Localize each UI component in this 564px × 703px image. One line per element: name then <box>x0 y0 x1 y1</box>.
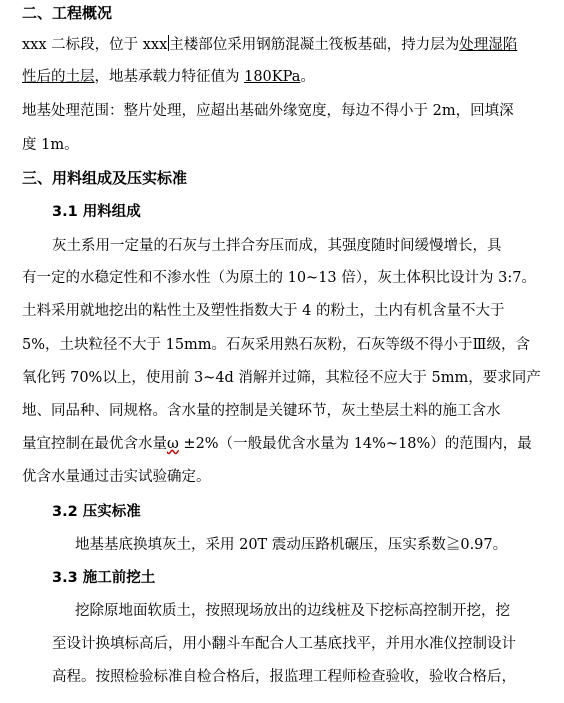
paragraph-line: 有一定的水稳定性和不渗水性（为原土的 10~13 倍），灰土体积比设计为 3:7。 <box>22 270 536 286</box>
paragraph-line: 优含水量通过击实试验确定。 <box>22 469 211 485</box>
underlined-text: 性后的土层 <box>22 69 95 85</box>
underlined-text: 处理湿陷 <box>459 37 518 53</box>
text-run: ，地基承载力特征值为 <box>94 69 245 85</box>
paragraph-line: 土料采用就地挖出的粘性土及塑性指数大于 4 的粉土，土内有机含量不大于 <box>22 303 505 319</box>
text-run: 。 <box>300 69 315 85</box>
paragraph-line <box>22 434 532 454</box>
text-run: 量宜控制在最优含水量 <box>22 436 167 452</box>
omega-symbol: ω <box>167 436 179 452</box>
section-2-heading: 二、工程概况 <box>22 4 113 22</box>
text-run: ±2%（一般最优含水量为 14%~18%）的范围内，最 <box>178 436 532 452</box>
paragraph-line: 5%，土块粒径不大于 15mm。石灰采用熟石灰粉，石灰等级不得小于Ⅲ级，含 <box>22 337 531 353</box>
paragraph-line: 地、同品种、同规格。含水量的控制是关键环节，灰土垫层土料的施工含水 <box>22 403 501 419</box>
section-3-heading: 三、用料组成及压实标准 <box>22 169 188 187</box>
subsection-3-2-heading: 3.2 压实标准 <box>52 504 141 520</box>
text-run: 主楼部位采用钢筋混凝土筏板基础，持力层为 <box>169 37 460 53</box>
text-run: xxx 二标段，位于 xxx <box>22 37 168 53</box>
underlined-text: 180KPa <box>244 69 301 85</box>
subsection-3-1-heading: 3.1 用料组成 <box>52 204 141 220</box>
paragraph-line: 度 1m。 <box>22 137 79 153</box>
paragraph-line: 灰土系用一定量的石灰与土拌合夯压而成，其强度随时间缓慢增长，具 <box>52 238 502 254</box>
subsection-3-3-heading: 3.3 施工前挖土 <box>52 570 156 586</box>
paragraph-line: 地基处理范围：整片处理，应超出基础外缘宽度，每边不得小于 2m，回填深 <box>22 103 514 119</box>
paragraph-line: 氧化钙 70%以上，使用前 3~4d 消解并过筛，其粒径不应大于 5mm，要求同产 <box>22 370 541 386</box>
paragraph-line <box>22 35 517 55</box>
paragraph-line: 高程。按照检验标准自检合格后，报监理工程师检查验收，验收合格后， <box>52 669 516 685</box>
paragraph-line: 至设计换填标高后，用小翻斗车配合人工基底找平，并用水准仪控制设计 <box>52 636 516 652</box>
paragraph-line: 挖除原地面软质土，按照现场放出的边线桩及下挖标高控制开挖，挖 <box>75 603 510 619</box>
paragraph-line: 地基基底换填灰土，采用 20T 震动压路机碾压，压实系数≧0.97。 <box>75 537 508 553</box>
paragraph-line <box>22 67 315 87</box>
